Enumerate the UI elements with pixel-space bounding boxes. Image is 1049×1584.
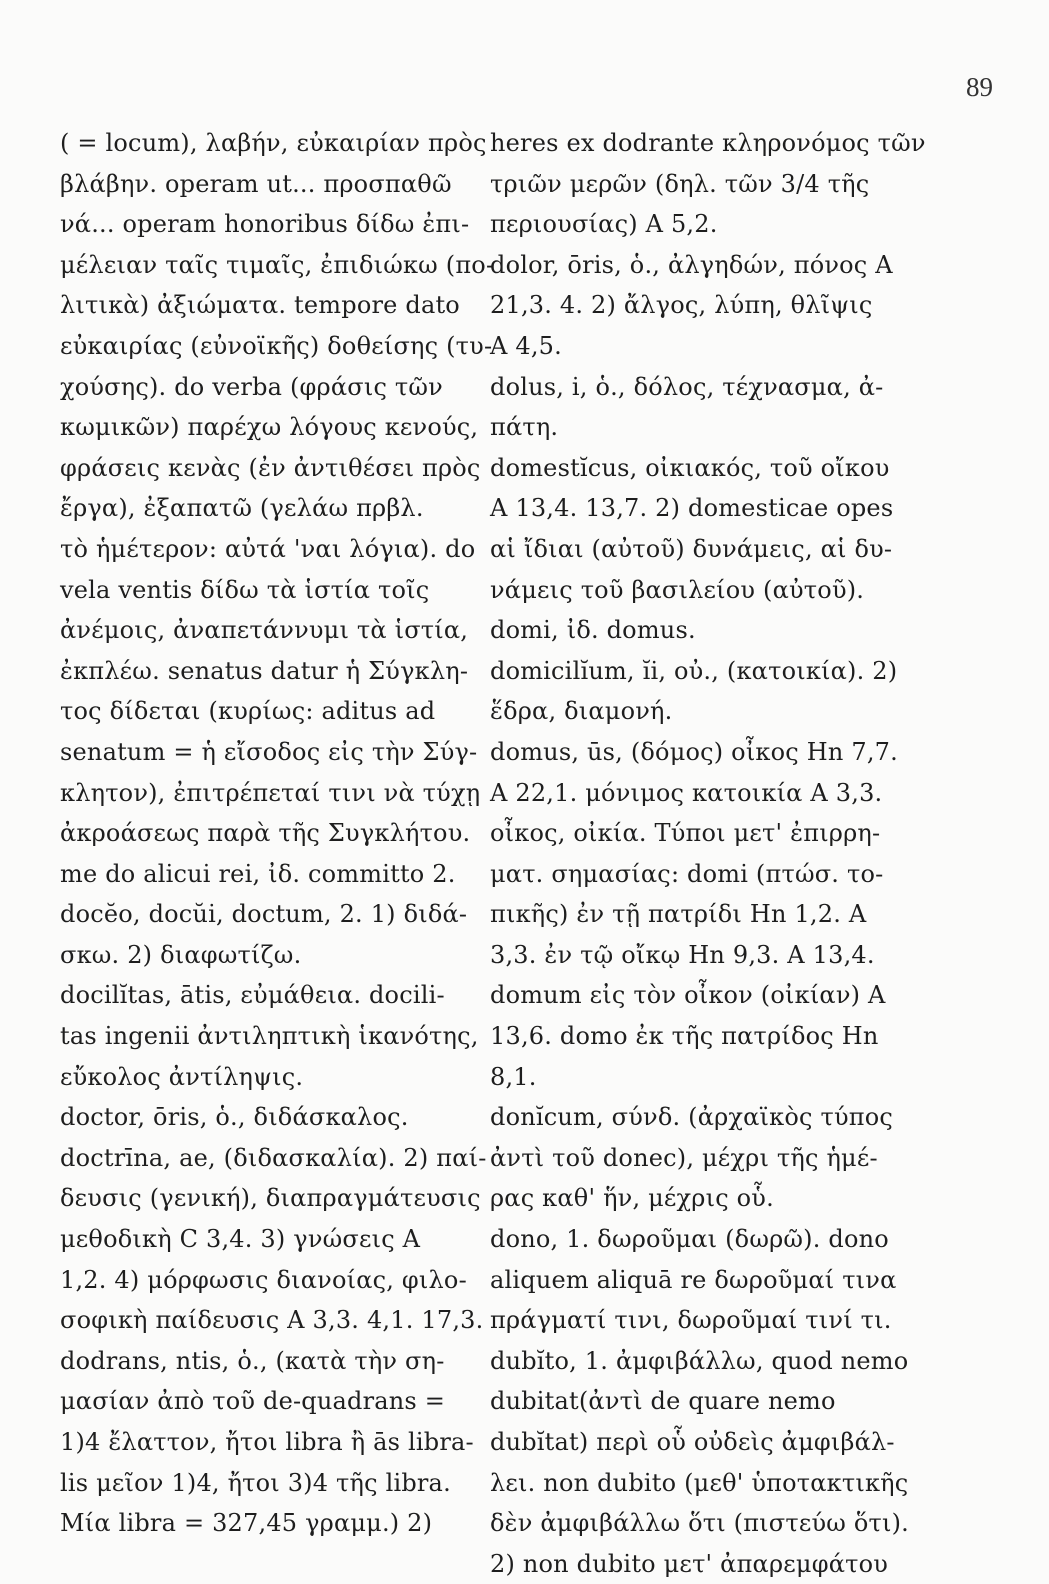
text-line: docĕo, docŭi, doctum, 2. 1) διδά- (60, 900, 468, 929)
text-line: dubitat(ἀντὶ de quare nemo (490, 1387, 836, 1416)
text-line: λιτικὰ) ἀξιώματα. tempore dato (60, 291, 460, 320)
text-line: τὸ ἡμέτερον: αὐτά 'ναι λόγια). do (60, 534, 476, 563)
text-line: δευσις (γενική), διαπραγμάτευσις (60, 1184, 481, 1213)
text-line: senatum = ἡ εἴσοδος εἰς τὴν Σύγ- (60, 737, 478, 766)
text-line: dodrans, ntis, ὁ., (κατὰ τὴν ση- (60, 1346, 445, 1375)
text-line: docilĭtas, ātis, εὐμάθεια. docili- (60, 981, 445, 1010)
text-line: heres ex dodrante κληρονόμος τῶν (490, 129, 926, 157)
text-line: χούσης). do verba (φράσις τῶν (60, 372, 443, 401)
right-column (490, 123, 930, 1584)
text-line: νά... operam honoribus δίδω ἐπι- (60, 210, 470, 239)
text-line: σκω. 2) διαφωτίζω. (60, 940, 302, 969)
text-line: ἐκπλέω. senatus datur ἡ Σύγκλη- (60, 656, 469, 685)
text-line: dubĭtat) περὶ οὗ οὐδεὶς ἀμφιβάλ- (490, 1428, 895, 1456)
text-line: A 22,1. μόνιμος κατοικία A 3,3. (490, 778, 883, 807)
text-line: donĭcum, σύνδ. (ἀρχαϊκὸς τύπος (490, 1103, 894, 1132)
text-line: νάμεις τοῦ βασιλείου (αὐτοῦ). (490, 575, 865, 604)
text-line: 8,1. (490, 1062, 537, 1091)
text-line: πικῆς) ἐν τῇ πατρίδι Hn 1,2. A (490, 900, 867, 929)
text-line: ἀντὶ τοῦ donec), μέχρι τῆς ἡμέ- (490, 1143, 878, 1172)
text-line: domus, ūs, (δόμος) οἶκος Hn 7,7. (490, 737, 898, 766)
text-line: lis μεῖον 1)4, ἤτοι 3)4 τῆς libra. (60, 1468, 451, 1497)
text-line: domum εἰς τὸν οἶκον (οἰκίαν) A (490, 981, 886, 1010)
text-line: dubĭto, 1. ἀμφιβάλλω, quod nemo (490, 1346, 909, 1375)
text-line: domi, ἰδ. domus. (490, 616, 696, 645)
page-number: 89 (966, 72, 993, 102)
text-line: κωμικῶν) παρέχω λόγους κενούς, (60, 413, 479, 442)
text-line: vela ventis δίδω τὰ ἱστία τοῖς (60, 575, 430, 604)
text-line: domestĭcus, οἰκιακός, τοῦ οἴκου (490, 453, 890, 482)
text-line: οἶκος, οἰκία. Τύποι μετ' ἐπιρρη- (490, 819, 881, 848)
text-line: μασίαν ἀπὸ τοῦ de-quadrans = (60, 1387, 446, 1416)
text-line: ( = locum), λαβήν, εὐκαιρίαν πρὸς (60, 129, 487, 157)
text-line: 1,2. 4) μόρφωσις διανοίας, φιλο- (60, 1265, 467, 1294)
text-line: ἕδρα, διαμονή. (490, 697, 673, 726)
text-line: Μία libra = 327,45 γραμμ.) 2) (60, 1509, 433, 1538)
text-line: A 4,5. (490, 331, 562, 360)
text-line: dolus, i, ὁ., δόλος, τέχνασμα, ἀ- (490, 372, 884, 401)
text-line: βλάβην. operam ut... προσπαθῶ (60, 169, 452, 198)
text-line: 2) non dubito μετ' ἀπαρεμφάτου (490, 1549, 889, 1578)
text-line: 1)4 ἔλαττον, ἤτοι libra ἢ ās libra- (60, 1428, 474, 1456)
text-line: τος δίδεται (κυρίως: aditus ad (60, 697, 436, 726)
text-line: μεθοδικὴ C 3,4. 3) γνώσεις A (60, 1225, 421, 1254)
text-line: domicilĭum, ĭi, οὐ., (κατοικία). 2) (490, 656, 898, 685)
text-line: dolor, ōris, ὁ., ἀλγηδών, πόνος A (490, 250, 893, 279)
text-line: doctrīna, ae, (διδασκαλία). 2) παί- (60, 1143, 487, 1172)
text-line: aliquem aliquā re δωροῦμαί τινα (490, 1265, 897, 1294)
text-line: doctor, ōris, ὁ., διδάσκαλος. (60, 1103, 409, 1132)
text-line: πράγματί τινι, δωροῦμαί τινί τι. (490, 1306, 892, 1335)
text-line: 13,6. domo ἐκ τῆς πατρίδος Hn (490, 1022, 879, 1051)
text-line: ἀνέμοις, ἀναπετάννυμι τὰ ἱστία, (60, 616, 469, 645)
text-line: ἀκροάσεως παρὰ τῆς Συγκλήτου. (60, 819, 471, 848)
left-column (60, 123, 500, 1544)
text-line: περιουσίας) A 5,2. (490, 210, 718, 239)
text-line: πάτη. (490, 413, 559, 442)
text-line: ματ. σημασίας: domi (πτώσ. το- (490, 859, 884, 888)
text-line: δὲν ἀμφιβάλλω ὅτι (πιστεύω ὅτι). (490, 1509, 909, 1538)
text-line: εὐκαιρίας (εὐνοϊκῆς) δοθείσης (τυ- (60, 331, 493, 360)
text-line: κλητον), ἐπιτρέπεταί τινι νὰ τύχῃ (60, 778, 481, 807)
text-line: 21,3. 4. 2) ἄλγος, λύπη, θλῖψις (490, 291, 873, 320)
text-line: ρας καθ' ἥν, μέχρις οὗ. (490, 1184, 774, 1213)
text-line: εὔκολος ἀντίληψις. (60, 1062, 304, 1091)
text-line: αἱ ἴδιαι (αὐτοῦ) δυνάμεις, αἱ δυ- (490, 534, 893, 563)
text-line: tas ingenii ἀντιληπτικὴ ἱκανότης, (60, 1022, 479, 1051)
text-line: dono, 1. δωροῦμαι (δωρῶ). dono (490, 1225, 889, 1254)
text-line: A 13,4. 13,7. 2) domesticae opes (490, 494, 894, 523)
text-line: λει. non dubito (μεθ' ὑποτακτικῆς (490, 1468, 909, 1497)
text-line: τριῶν μερῶν (δηλ. τῶν 3/4 τῆς (490, 169, 870, 198)
text-line: φράσεις κενὰς (ἐν ἀντιθέσει πρὸς (60, 453, 481, 482)
text-line: μέλειαν ταῖς τιμαῖς, ἐπιδιώκω (πο- (60, 250, 495, 279)
text-line: 3,3. ἐν τῷ οἴκῳ Hn 9,3. A 13,4. (490, 940, 875, 969)
text-line: me do alicui rei, ἰδ. committo 2. (60, 859, 456, 888)
text-line: ἔργα), ἐξαπατῶ (γελάω πρβλ. (60, 494, 424, 523)
text-line: σοφικὴ παίδευσις A 3,3. 4,1. 17,3. (60, 1306, 484, 1335)
